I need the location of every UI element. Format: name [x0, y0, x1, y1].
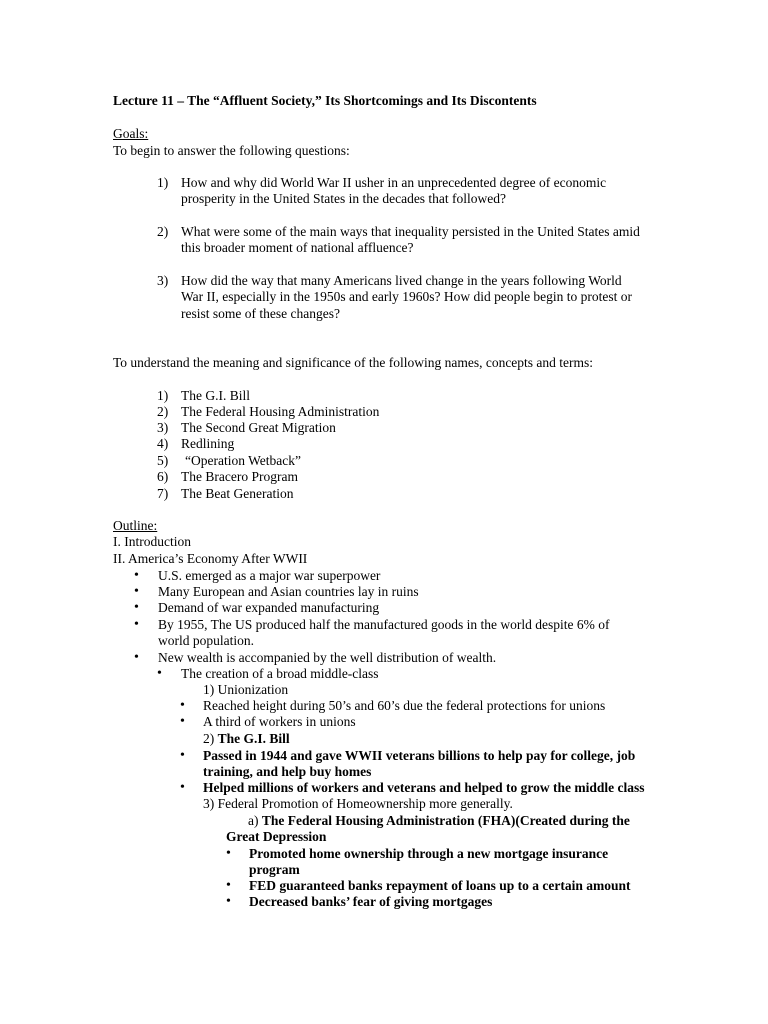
question-text: resist some of these changes? — [181, 306, 340, 321]
outline-bullet: world population. — [158, 633, 254, 648]
outline-bullet: Demand of war expanded manufacturing — [158, 600, 380, 615]
term-item: The Federal Housing Administration — [181, 404, 380, 419]
question-number: 3) — [157, 273, 169, 288]
outline-subbullet: The creation of a broad middle-class — [181, 666, 379, 681]
outline-subbullet: A third of workers in unions — [203, 714, 356, 729]
outline-number: 2) — [203, 731, 215, 746]
outline-bullet: Many European and Asian countries lay in ruins — [158, 584, 419, 599]
bullet-icon: • — [226, 846, 231, 861]
bullet-icon: • — [180, 780, 185, 795]
term-number: 6) — [157, 469, 169, 484]
outline-subbullet: Passed in 1944 and gave WWII veterans billions to help pay for college, job — [203, 748, 636, 763]
outline-bullet: U.S. emerged as a major war superpower — [158, 568, 381, 583]
bullet-icon: • — [134, 600, 139, 615]
term-item: The Second Great Migration — [181, 420, 336, 435]
outline-lettered-title: The Federal Housing Administration (FHA)(Created during the — [261, 813, 630, 828]
bullet-icon: • — [226, 894, 231, 909]
bullet-icon: • — [134, 650, 139, 665]
outline-subbullet: Helped millions of workers and veterans and helped to grow the middle class — [203, 780, 645, 795]
bullet-icon: • — [134, 584, 139, 599]
outline-subbullet: Reached height during 50’s and 60’s due the federal protections for unions — [203, 698, 606, 713]
term-item: The Bracero Program — [181, 469, 298, 484]
outline-numbered-title: The G.I. Bill — [217, 731, 290, 746]
outline-numbered: 1) Unionization — [203, 682, 289, 697]
outline-section: I. Introduction — [113, 534, 191, 549]
term-number: 5) — [157, 453, 169, 468]
bullet-icon: • — [180, 698, 185, 713]
outline-subbullet: Decreased banks’ fear of giving mortgages — [249, 894, 493, 909]
bullet-icon: • — [157, 666, 162, 681]
outline-bullet: New wealth is accompanied by the well distribution of wealth. — [158, 650, 497, 665]
outline-numbered: 3) Federal Promotion of Homeownership more generally. — [203, 796, 513, 811]
term-item: The Beat Generation — [181, 486, 294, 501]
question-text: How and why did World War II usher in an unprecedented degree of economic — [181, 175, 607, 190]
outline-numbered — [203, 731, 290, 747]
goals-heading: Goals: — [113, 126, 149, 141]
outline-subbullet: program — [249, 862, 300, 877]
outline-subbullet: Promoted home ownership through a new mortgage insurance — [249, 846, 609, 861]
outline-bullet: By 1955, The US produced half the manufactured goods in the world despite 6% of — [158, 617, 610, 632]
terms-intro: To understand the meaning and significance of the following names, concepts and terms: — [113, 355, 594, 370]
document-title: Lecture 11 – The “Affluent Society,” Its Shortcomings and Its Discontents — [113, 93, 537, 108]
bullet-icon: • — [180, 748, 185, 763]
bullet-icon: • — [226, 878, 231, 893]
term-item: Redlining — [181, 436, 235, 451]
question-number: 1) — [157, 175, 169, 190]
term-number: 1) — [157, 388, 169, 403]
outline-heading: Outline: — [113, 518, 158, 533]
bullet-icon: • — [134, 568, 139, 583]
outline-letter: a) — [248, 813, 262, 828]
outline-lettered — [248, 813, 630, 829]
question-text: What were some of the main ways that inequality persisted in the United States amid — [181, 224, 640, 239]
outline-subbullet: FED guaranteed banks repayment of loans up to a certain amount — [249, 878, 631, 893]
term-number: 2) — [157, 404, 169, 419]
term-item: The G.I. Bill — [181, 388, 250, 403]
question-text: War II, especially in the 1950s and early 1960s? How did people begin to protest or — [181, 289, 633, 304]
bullet-icon: • — [134, 617, 139, 632]
term-number: 4) — [157, 436, 169, 451]
question-text: How did the way that many Americans lived change in the years following World — [181, 273, 622, 288]
bullet-icon: • — [180, 714, 185, 729]
term-item: “Operation Wetback” — [185, 453, 301, 468]
goals-intro: To begin to answer the following questions: — [113, 143, 350, 158]
question-text: this broader moment of national affluence? — [181, 240, 414, 255]
question-text: prosperity in the United States in the decades that followed? — [181, 191, 507, 206]
outline-section: II. America’s Economy After WWII — [113, 551, 308, 566]
term-number: 3) — [157, 420, 169, 435]
term-number: 7) — [157, 486, 169, 501]
outline-subbullet: training, and help buy homes — [203, 764, 372, 779]
question-number: 2) — [157, 224, 169, 239]
outline-lettered: Great Depression — [226, 829, 327, 844]
